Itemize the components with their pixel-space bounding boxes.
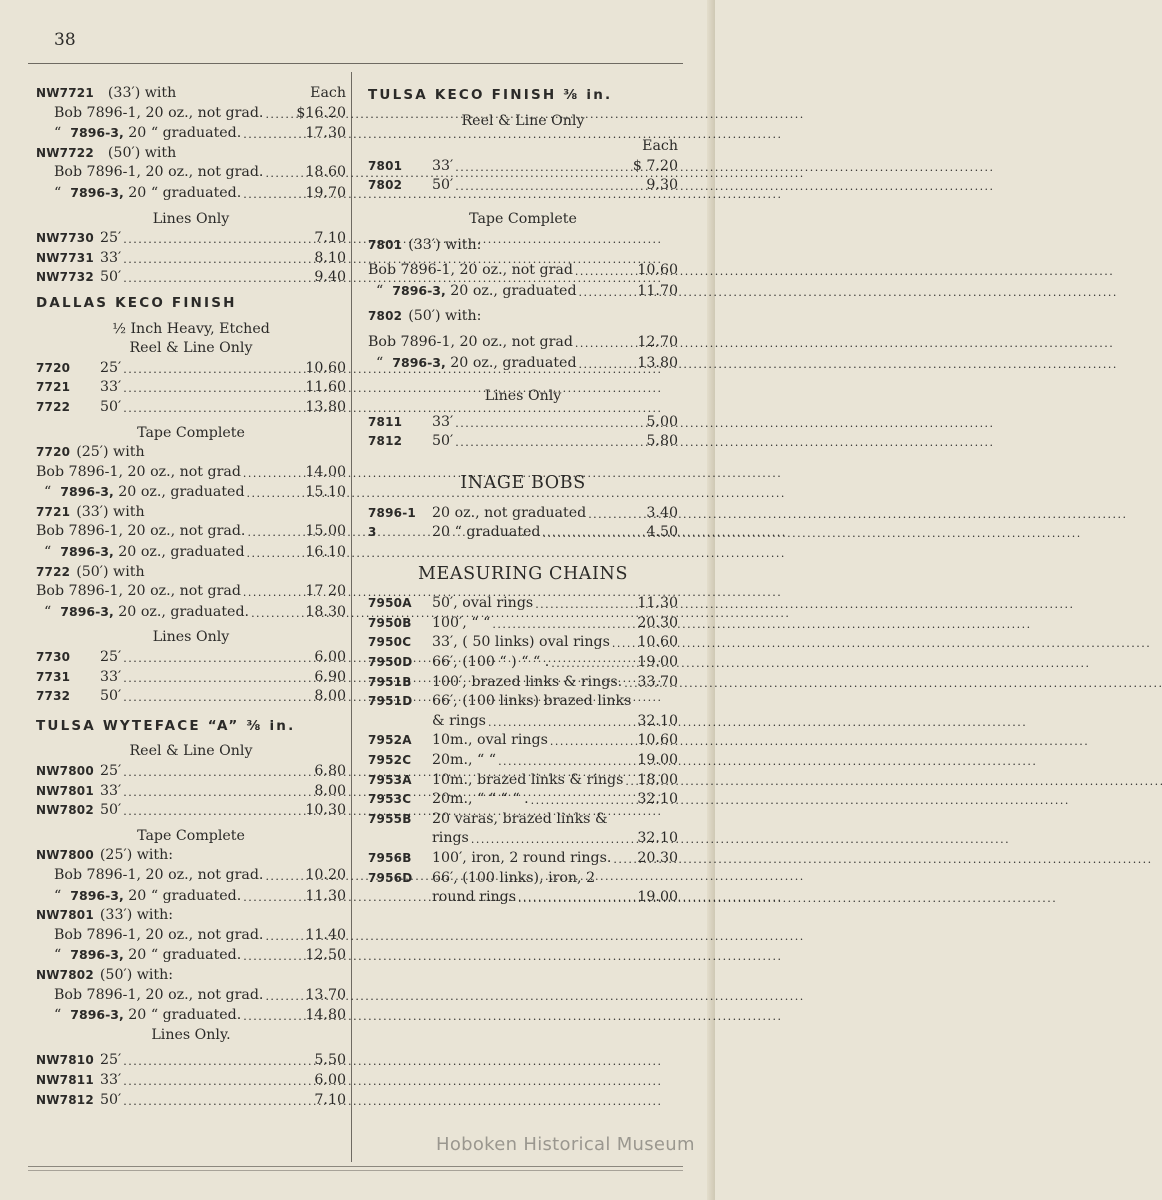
item-desc: 66′, (100 “ ) “ “ . [432,654,550,671]
item-desc: 25′ [100,1052,122,1069]
ditto-mark: “ [376,354,384,371]
item-code: 7730 [36,650,71,665]
ditto-mark: “ [376,282,384,299]
bob-desc: 20 oz., not grad [127,463,241,480]
list-item [36,1071,346,1091]
bob-desc: 20 “ graduated. [128,184,242,201]
list-item-continuation [368,888,678,908]
right-column [368,86,678,908]
price: 13.80 [305,398,346,415]
price: 11.60 [305,379,346,396]
item-desc: (33′) with [76,503,145,520]
list-item [36,378,346,398]
item-code: 7731 [36,669,71,684]
bob-desc: 20 “ graduated. [128,1007,242,1024]
price: 6.00 [314,649,346,666]
bob-desc: 20 oz., not grad [459,262,573,279]
list-item [368,673,678,693]
ditto-mark: “ [44,484,52,501]
price: 6.80 [314,763,346,779]
bob-desc: 20 oz., graduated [450,354,577,371]
list-item [36,668,346,688]
subheading-reel-line: Reel & Line Only [129,340,253,357]
entry-header-nw7722 [36,144,346,164]
section-title-tulsa-keco: TULSA KECO FINISH ⅜ in. [368,87,613,103]
item-code: 7955B [368,811,412,826]
bob-label: 7896-3, [60,544,114,560]
price: 10.20 [305,866,346,883]
bob-row [36,482,346,503]
price: 16.10 [305,544,346,561]
subheading-tape-complete: Tape Complete [137,424,245,441]
price: 9.40 [314,269,346,286]
list-item [36,229,346,249]
bob-desc: 20 oz., not grad [459,333,573,350]
item-desc-continued: & rings [432,712,486,729]
bob-row [368,281,678,302]
item-desc: 50′ [100,269,122,286]
subheading-tape-complete: Tape Complete [469,210,577,227]
price: 5.50 [314,1052,346,1069]
ditto-mark: “ [44,544,52,561]
item-desc: 25′ [100,649,122,666]
entry-header-nw7802 [36,966,346,986]
item-desc: 10m., brazed links & rings [432,771,624,788]
price: 12.50 [305,947,346,964]
item-code: NW7810 [36,1053,94,1068]
price: 6.00 [314,1071,346,1088]
price: 11.30 [305,887,346,904]
bob-row [36,1005,346,1026]
item-desc-continued: round rings [432,889,517,906]
list-item [368,790,678,810]
list-item [36,762,346,782]
bob-row [36,542,346,563]
price: 5.00 [646,413,678,430]
item-code: NW7721 [36,86,94,100]
bob-desc: 20 oz., not grad. [127,523,246,540]
price: 5.80 [646,433,678,450]
item-desc: (50′) with: [99,966,174,983]
bottom-rule-secondary [28,1170,683,1171]
subheading-lines-only: Lines Only. [151,1026,231,1043]
bob-desc: 20 oz., not grad [127,583,241,600]
price: $16.20 [296,104,346,121]
bob-desc: 20 “ graduated. [128,887,242,904]
item-code: 7801 [368,158,403,173]
bob-label: 7896-3, [70,947,124,963]
price: 18.30 [305,603,346,620]
item-desc: 10m., oval rings [432,732,548,749]
item-desc: 33′ [100,379,122,396]
item-desc: 20 oz., not graduated [432,504,587,521]
bob-row [36,183,346,204]
entry-header-nw7721 [36,84,346,104]
price: 13.70 [305,986,346,1003]
bob-desc: 20 oz., not grad. [145,926,264,943]
price: 32.10 [637,712,678,729]
list-item [368,810,678,830]
keco-lines-list [368,413,678,452]
item-code: NW7732 [36,270,94,285]
each-label: Each [310,85,346,101]
price: 11.40 [305,926,346,943]
item-desc: (50′) with [107,144,177,161]
bob-label: Bob 7896-1, [54,926,141,943]
item-code: 7952A [368,733,412,748]
bob-label: Bob 7896-1, [36,583,123,600]
list-item [36,648,346,668]
list-item [368,594,678,614]
ditto-mark: “ [54,125,62,142]
price: 20.30 [637,614,678,631]
price: 18.60 [305,164,346,181]
price: 3.40 [646,504,678,521]
item-desc: 33′ [100,782,122,799]
bob-row [36,163,346,183]
item-desc: 50′ [100,688,122,705]
entry-header-nw7800 [36,846,346,866]
bob-label: Bob 7896-1, [54,104,141,121]
item-desc-continued: rings [432,830,469,847]
list-item [368,751,678,771]
price: 15.10 [305,484,346,501]
lines1-list [36,229,346,288]
bob-row [36,602,346,623]
subheading-tape-complete: Tape Complete [137,827,245,844]
item-desc: 50′ [100,1091,122,1108]
item-desc: (33′) with [107,85,177,101]
item-code: NW7811 [36,1072,94,1087]
subheading-lines-only: Lines Only [152,210,230,227]
price: 10.60 [637,262,678,279]
keco-reel-list [368,157,678,196]
item-desc: 20 “ graduated [432,524,541,541]
item-code: 7950D [368,655,413,670]
item-code: 3 [368,525,377,540]
price: 17.30 [305,125,346,142]
bob-label: Bob 7896-1, [54,986,141,1003]
item-desc: (50′) with: [408,308,482,325]
item-desc: 33′ [100,249,122,266]
item-desc: 50′ [100,802,122,819]
item-desc: 50′ [432,177,454,194]
price: 8.10 [314,249,346,266]
subheading-lines-only: Lines Only [484,388,562,405]
item-code: 7802 [368,178,403,193]
item-desc: 25′ [100,763,122,779]
bob-desc: 20 oz., graduated [450,282,577,299]
item-desc: (25′) with [76,444,145,461]
ditto-mark: “ [54,947,62,964]
lines2-list [36,648,346,707]
wyte-reel-list [36,762,346,821]
price: 32.10 [637,830,678,847]
bob-row [36,926,346,946]
bob-label: Bob 7896-1, [36,463,123,480]
item-code: 7811 [368,414,403,429]
ditto-mark: “ [54,1007,62,1024]
bob-label: 7896-3, [70,1007,124,1023]
wyte-lines-list [36,1051,346,1110]
list-item [368,653,678,673]
item-code: NW7802 [36,803,94,818]
price: 9.30 [646,177,678,194]
list-item [368,731,678,751]
bob-desc: 20 “ graduated. [128,947,242,964]
item-code: 7722 [36,564,71,579]
subheading-lines-only: Lines Only [152,629,230,646]
item-code: 7720 [36,360,71,375]
entry-header-7802 [368,307,678,327]
item-code: NW7801 [36,783,94,798]
price: 8.00 [314,688,346,705]
bob-row [36,123,346,144]
item-desc: 100′, iron, 2 round rings. [432,850,612,866]
bob-row [36,582,346,602]
item-code: 7812 [368,434,403,449]
list-item [368,157,678,177]
bob-label: 7896-3, [60,603,114,619]
list-item [36,359,346,379]
bob-label: Bob 7896-1, [54,164,141,181]
price: 14.80 [305,1007,346,1024]
price: 15.00 [305,523,346,540]
bob-desc: 20 oz., graduated [118,484,245,501]
bob-label: 7896-3, [392,354,446,370]
item-desc: 100′, brazed links & rings. [432,673,623,690]
list-item [36,687,346,707]
bob-desc: 20 oz., not grad. [145,104,264,121]
item-desc: 20m., “ “ [432,752,497,769]
list-item [36,782,346,802]
price: 19.00 [637,889,678,906]
item-code: 7953A [368,772,412,787]
item-code: NW7801 [36,908,94,923]
list-item [368,413,678,433]
list-item [368,614,678,634]
price: 7.10 [314,230,346,247]
bob-desc: 20 oz., not grad. [145,164,264,181]
list-item [36,268,346,288]
bottom-rule [28,1166,683,1167]
price: 17 20 [305,583,346,600]
price: 14.00 [305,463,346,480]
price: 11.70 [637,282,678,299]
item-desc: 20m., “ “ “ “ . [432,791,529,808]
entry-header-7720 [36,443,346,463]
ditto-mark: “ [44,603,52,620]
list-item [368,692,678,712]
item-code: 7952C [368,753,412,768]
section-title-measuring-chains: MEASURING CHAINS [417,563,629,584]
entry-header-7721 [36,503,346,523]
item-code: 7732 [36,689,71,704]
price: 19.00 [637,654,678,671]
bob-row [36,463,346,483]
bob-row [36,104,346,124]
section-title-dallas: DALLAS KECO FINISH [36,294,237,311]
price: 4.50 [646,524,678,541]
price: 8.00 [314,782,346,799]
price: 32.10 [637,791,678,808]
each-label: Each [642,138,678,155]
list-item [36,1091,346,1111]
list-item [368,504,678,524]
item-code: NW7730 [36,231,94,246]
price: 12.70 [637,333,678,350]
section-title-inage-bobs: INAGE BOBS [460,472,586,493]
item-code: 7950B [368,615,412,630]
item-desc: 50′, oval rings [432,595,534,612]
item-desc: (33′) with: [99,907,174,924]
item-code: 7802 [368,309,403,324]
item-desc: (50′) with [76,563,145,580]
dallas-subtitle: ½ Inch Heavy, Etched [112,320,270,337]
price: 10.60 [305,359,346,376]
bob-row [36,866,346,886]
item-code: 7721 [36,504,71,519]
item-code: NW7731 [36,250,94,265]
price: 18.00 [637,771,678,788]
dallas-reel-list [36,359,346,418]
bob-row [368,333,678,353]
list-item-continuation [368,829,678,849]
item-code: 7951D [368,694,413,709]
bob-row [368,261,678,281]
item-code: 7950A [368,596,412,611]
price: $ 7.20 [632,157,678,174]
item-code: 7721 [36,380,71,395]
list-item [36,1051,346,1071]
list-item [368,523,678,543]
item-code: NW7800 [36,848,94,863]
item-code: NW7802 [36,967,94,982]
list-item [36,249,346,269]
price: 19.70 [305,184,346,201]
bob-row [36,522,346,542]
item-code: 7956B [368,851,412,865]
item-code: 7953C [368,792,412,807]
item-desc: 66′, (100 links), iron, 2 [432,869,596,886]
section-title-tulsa-wyteface: TULSA WYTEFACE “A” ⅜ in. [36,717,296,734]
list-item-continuation [368,712,678,732]
list-item [368,432,678,452]
item-desc: 33′ [432,413,454,430]
item-code: 7722 [36,399,71,414]
entry-header-nw7801 [36,906,346,926]
left-column [36,84,346,1110]
item-desc: 33′ [100,668,122,685]
item-desc: (33′) with: [408,236,482,253]
item-desc: 25′ [100,359,122,376]
price: 19.00 [637,752,678,769]
subheading-reel-line: Reel & Line Only [461,112,585,129]
subheading-reel-line: Reel & Line Only [129,743,253,760]
bob-label: Bob 7896-1, [368,262,455,279]
price: 10.30 [305,802,346,819]
item-desc: 33′, ( 50 links) oval rings [432,634,610,651]
item-desc: 20 varas, brazed links & [432,810,608,827]
bob-row [36,945,346,966]
bob-label: 7896-3, [60,484,114,500]
list-item [368,849,678,869]
list-item [36,398,346,418]
bob-label: 7896-3, [70,125,124,141]
item-desc: 66′, (100 links) brazed links [432,693,632,710]
bob-row [36,986,346,1006]
item-desc: 33′ [100,1071,122,1088]
bob-label: Bob 7896-1, [368,333,455,350]
ditto-mark: “ [54,887,62,904]
chains-list [368,594,678,908]
price: 6.90 [314,668,346,685]
bob-label: 7896-3, [392,282,446,298]
bob-label: 7896-3, [70,887,124,903]
item-code: NW7722 [36,145,94,160]
price: 13.80 [637,354,678,371]
bob-desc: 20 “ graduated. [128,125,242,142]
item-code: NW7812 [36,1092,94,1107]
bob-label: 7896-3, [70,184,124,200]
inage-list [368,504,678,543]
watermark: Hoboken Historical Museum [436,1134,695,1155]
bob-desc: 20 oz., not grad. [145,866,264,883]
entry-header-7801 [368,236,678,256]
item-code: 7720 [36,445,71,460]
item-desc: 100′, “ “ [432,614,491,631]
bob-label: Bob 7896-1, [36,523,123,540]
item-desc: 33′ [432,157,454,174]
bob-row [368,353,678,374]
list-item [368,771,678,791]
bob-desc: 20 oz., graduated [118,544,245,561]
list-item [368,176,678,196]
item-desc: 50′ [100,398,122,415]
item-code: 7956D [368,870,413,885]
bob-label: Bob 7896-1, [54,866,141,883]
price: 11.30 [637,595,678,612]
item-code: 7896-1 [368,505,416,520]
item-code: NW7800 [36,764,94,778]
ditto-mark: “ [54,184,62,201]
page-number: 38 [54,30,76,50]
price: 33.70 [637,673,678,690]
item-desc: (25′) with: [99,847,174,864]
bob-row [36,886,346,907]
price: 20.30 [637,850,678,866]
bob-desc: 20 oz., not grad. [145,986,264,1003]
item-code: 7951B [368,674,412,689]
list-item [368,869,678,889]
item-code: 7950C [368,635,412,650]
item-code: 7801 [368,237,403,252]
item-desc: 25′ [100,230,122,247]
price: 10.60 [637,732,678,749]
item-desc: 50′ [432,433,454,450]
bob-desc: 20 oz., graduated. [118,603,250,620]
top-rule [28,63,683,64]
list-item [36,801,346,821]
price: 10.60 [637,634,678,651]
list-item [368,633,678,653]
price: 7.10 [314,1091,346,1108]
entry-header-7722 [36,563,346,583]
